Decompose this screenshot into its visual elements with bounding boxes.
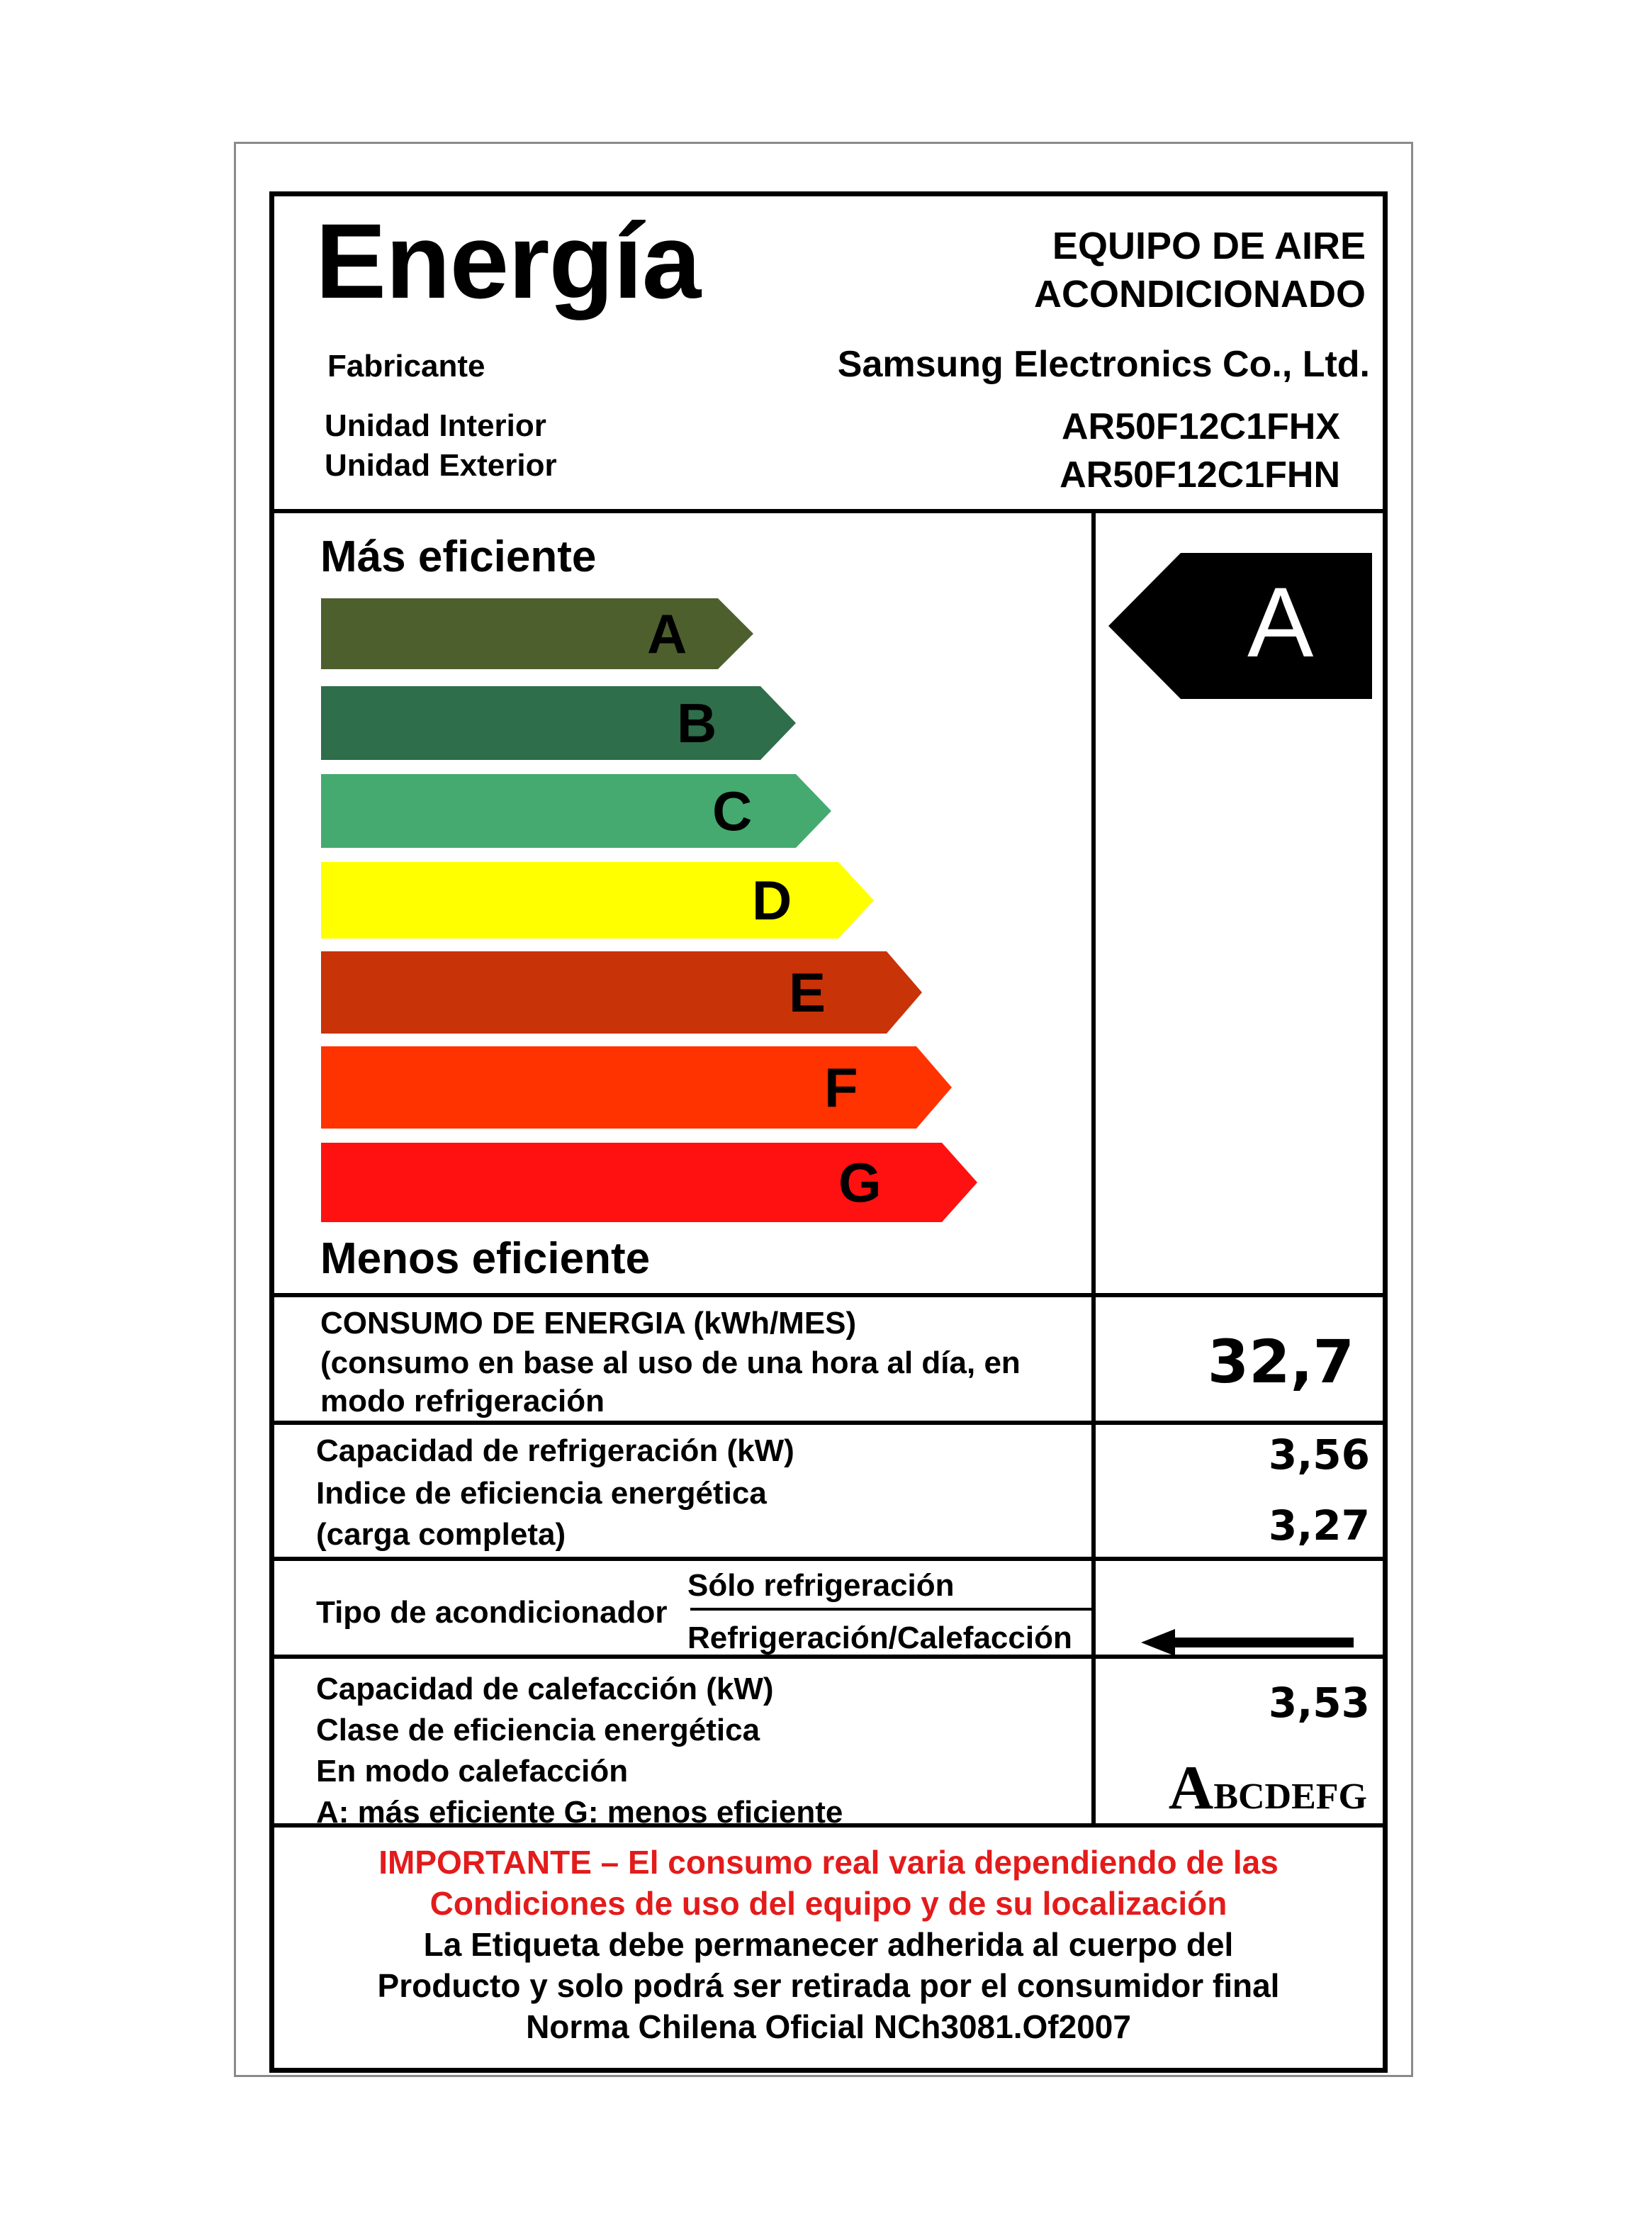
efficiency-bar-f: [321, 1046, 952, 1129]
heating-class-scale: [1169, 1752, 1367, 1824]
scale-top-label: Más eficiente: [320, 532, 597, 581]
divider-type-options: [690, 1608, 1091, 1611]
indoor-unit-label: Unidad Interior: [325, 408, 546, 443]
efficiency-bar-letter: C: [712, 780, 753, 842]
heating-class-label-2: En modo calefacción: [316, 1754, 629, 1789]
divider-scale: [269, 1293, 1388, 1297]
efficiency-bar-letter: F: [824, 1056, 858, 1119]
important-notice-1: IMPORTANTE – El consumo real varia dependiendo de las: [378, 1844, 1279, 1881]
divider-header: [269, 509, 1388, 513]
equipment-type-line2: ACONDICIONADO: [1034, 273, 1366, 315]
consumption-note-2: modo refrigeración: [320, 1384, 605, 1418]
efficiency-bar-g: [321, 1143, 977, 1222]
efficiency-bar-letter: B: [677, 692, 717, 754]
type-option-cooling-only: Sólo refrigeración: [687, 1568, 955, 1603]
consumption-value: 32,7: [1207, 1327, 1354, 1397]
selected-type-arrow-icon: [1141, 1625, 1354, 1660]
efficiency-bar-c: [321, 774, 831, 848]
efficiency-bar-letter: D: [752, 869, 792, 931]
manufacturer-value: Samsung Electronics Co., Ltd.: [837, 344, 1370, 385]
rating-letter: A: [1247, 566, 1314, 678]
outdoor-unit-label: Unidad Exterior: [325, 448, 557, 483]
cooling-capacity-value: 3,56: [1268, 1431, 1370, 1479]
outdoor-unit-model: AR50F12C1FHN: [1060, 454, 1340, 496]
conditioner-type-label: Tipo de acondicionador: [316, 1595, 668, 1630]
efficiency-bar-e: [321, 951, 922, 1034]
consumption-label: CONSUMO DE ENERGIA (kWh/MES): [320, 1306, 857, 1341]
page-title: Energía: [315, 201, 701, 320]
cooling-efficiency-label-2: (carga completa): [316, 1517, 566, 1552]
footer-note-1: La Etiqueta debe permanecer adherida al cuerpo del: [423, 1926, 1234, 1963]
divider-cooling: [269, 1557, 1388, 1561]
heating-class-label-1: Clase de eficiencia energética: [316, 1713, 760, 1747]
standard-reference: Norma Chilena Oficial NCh3081.Of2007: [526, 2008, 1131, 2045]
important-notice-2: Condiciones de uso del equipo y de su localización: [429, 1885, 1227, 1922]
cooling-capacity-label: Capacidad de refrigeración (kW): [316, 1433, 794, 1468]
indoor-unit-model: AR50F12C1FHX: [1061, 406, 1340, 447]
efficiency-bar-a: [321, 598, 753, 669]
manufacturer-label: Fabricante: [327, 349, 485, 384]
efficiency-bar-letter: A: [647, 603, 687, 665]
consumption-note-1: (consumo en base al uso de una hora al día, en: [320, 1345, 1021, 1380]
rating-arrow: [1108, 553, 1372, 699]
heating-class-legend: A: más eficiente G: menos eficiente: [316, 1795, 843, 1830]
cooling-efficiency-value: 3,27: [1268, 1501, 1370, 1550]
divider-vertical: [1091, 509, 1096, 1828]
efficiency-bar-letter: E: [789, 961, 826, 1024]
heating-class-selected: A: [1168, 1754, 1214, 1823]
footer-note-2: Producto y solo podrá ser retirada por el consumidor final: [377, 1967, 1280, 2004]
efficiency-bar-letter: G: [838, 1151, 882, 1214]
heating-capacity-value: 3,53: [1268, 1679, 1370, 1727]
efficiency-bar-b: [321, 686, 796, 760]
heating-class-others: BCDEFG: [1213, 1776, 1367, 1817]
divider-consumption: [269, 1421, 1388, 1425]
cooling-efficiency-label-1: Indice de eficiencia energética: [316, 1476, 767, 1511]
scale-bottom-label: Menos eficiente: [320, 1234, 651, 1283]
equipment-type-line1: EQUIPO DE AIRE: [1052, 225, 1366, 267]
efficiency-bar-d: [321, 862, 874, 939]
type-option-heat-pump: Refrigeración/Calefacción: [687, 1621, 1072, 1655]
heating-capacity-label: Capacidad de calefacción (kW): [316, 1672, 774, 1706]
